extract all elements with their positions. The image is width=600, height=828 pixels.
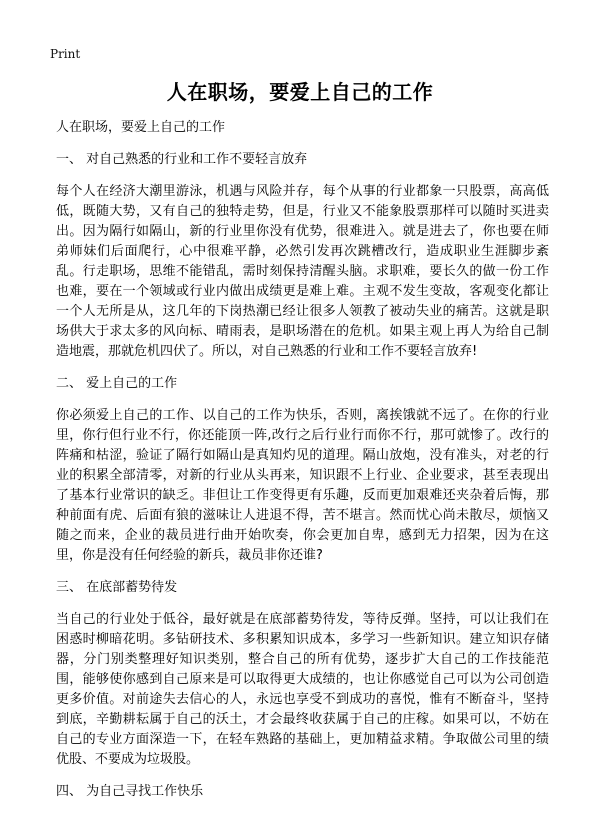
- article-body: [56, 118, 549, 802]
- section-paragraph-2: 你必须爱上自己的工作、以自己的工作为快乐，否则，离挨饿就不远了。在你的行业里，你行但行业不行，你还能顶一阵,改行之后行业行而你不行，那可就惨了。改行的阵痛和枯涩，验证了隔行如隔山是真知灼见的道理。隔山放炮，没有准头，对老的行业的积累全部清零，对新的行业从头再来，知识跟不上行业、企业要求，甚至表现出了基本行业常识的缺乏。非但让工作变得更有乐趣，反而更加艰难还夹杂着后悔，那种前面有虎、后面有狼的滋味让人进退不得，苦不堪言。然而忧心尚未散尽，烦恼又随之而来，企业的裁员进行曲开始吹奏，你会更加自卑，感到无力招架，因为在这里，你是没有任何经验的新兵，裁员非你还谁?: [56, 408, 549, 563]
- article-subtitle: 人在职场，要爱上自己的工作: [56, 120, 226, 135]
- section-heading-3: 三、 在底部蓄势待发: [56, 580, 178, 595]
- section-heading-4: 四、 为自己寻找工作快乐: [56, 784, 204, 799]
- section-heading-2: 二、 爱上自己的工作: [56, 376, 178, 391]
- section-paragraph-1: 每个人在经济大潮里游泳，机遇与风险并存，每个从事的行业都象一只股票，高高低低，既随大势，又有自己的独特走势，但是，行业又不能象股票那样可以随时买进卖出。因为隔行如隔山，新的行业里你没有优势，很难进入。就是进去了，你也要在师弟师妹们后面爬行，心中很难平静，必然引发再次跳槽改行，造成职业生涯脚步紊乱。行走职场，思维不能错乱，需时刻保持清醒头脑。求职难，要长久的做一份工作也难，要在一个领域或行业内做出成绩更是难上难。主观不发生变故，客观变化都让一个人无所是从，这几年的下岗热潮已经让很多人领教了被动失业的痛苦。这就是职场供大于求太多的风向标、晴雨表，是职场潜在的危机。如果主观上再人为给自己制造地震，那就危机四伏了。所以，对自己熟悉的行业和工作不要轻言放弃!: [56, 184, 549, 359]
- section-heading-1: 一、 对自己熟悉的行业和工作不要轻言放弃: [56, 152, 308, 167]
- section-paragraph-3: 当自己的行业处于低谷，最好就是在底部蓄势待发，等待反弹。坚持，可以让我们在困惑时柳暗花明。多钻研技术、多积累知识成本，多学习一些新知识。建立知识存储器，分门别类整理好知识类别，整合自己的所有优势，逐步扩大自己的工作技能范围，能够使你感到自己原来是可以取得更大成绩的，也让你感觉自己可以为公司创造更多价值。对前途失去信心的人，永远也享受不到成功的喜悦，惟有不断奋斗，坚持到底，辛勤耕耘属于自己的沃土，才会最终收获属于自己的庄稼。如果可以，不妨在自己的专业方面深造一下，在轻车熟路的基础上，更加精益求精。争取做公司里的绩优股、不要成为垃圾股。: [56, 612, 549, 767]
- print-link[interactable]: Print: [50, 47, 81, 61]
- article-title: 人在职场，要爱上自己的工作: [166, 80, 434, 104]
